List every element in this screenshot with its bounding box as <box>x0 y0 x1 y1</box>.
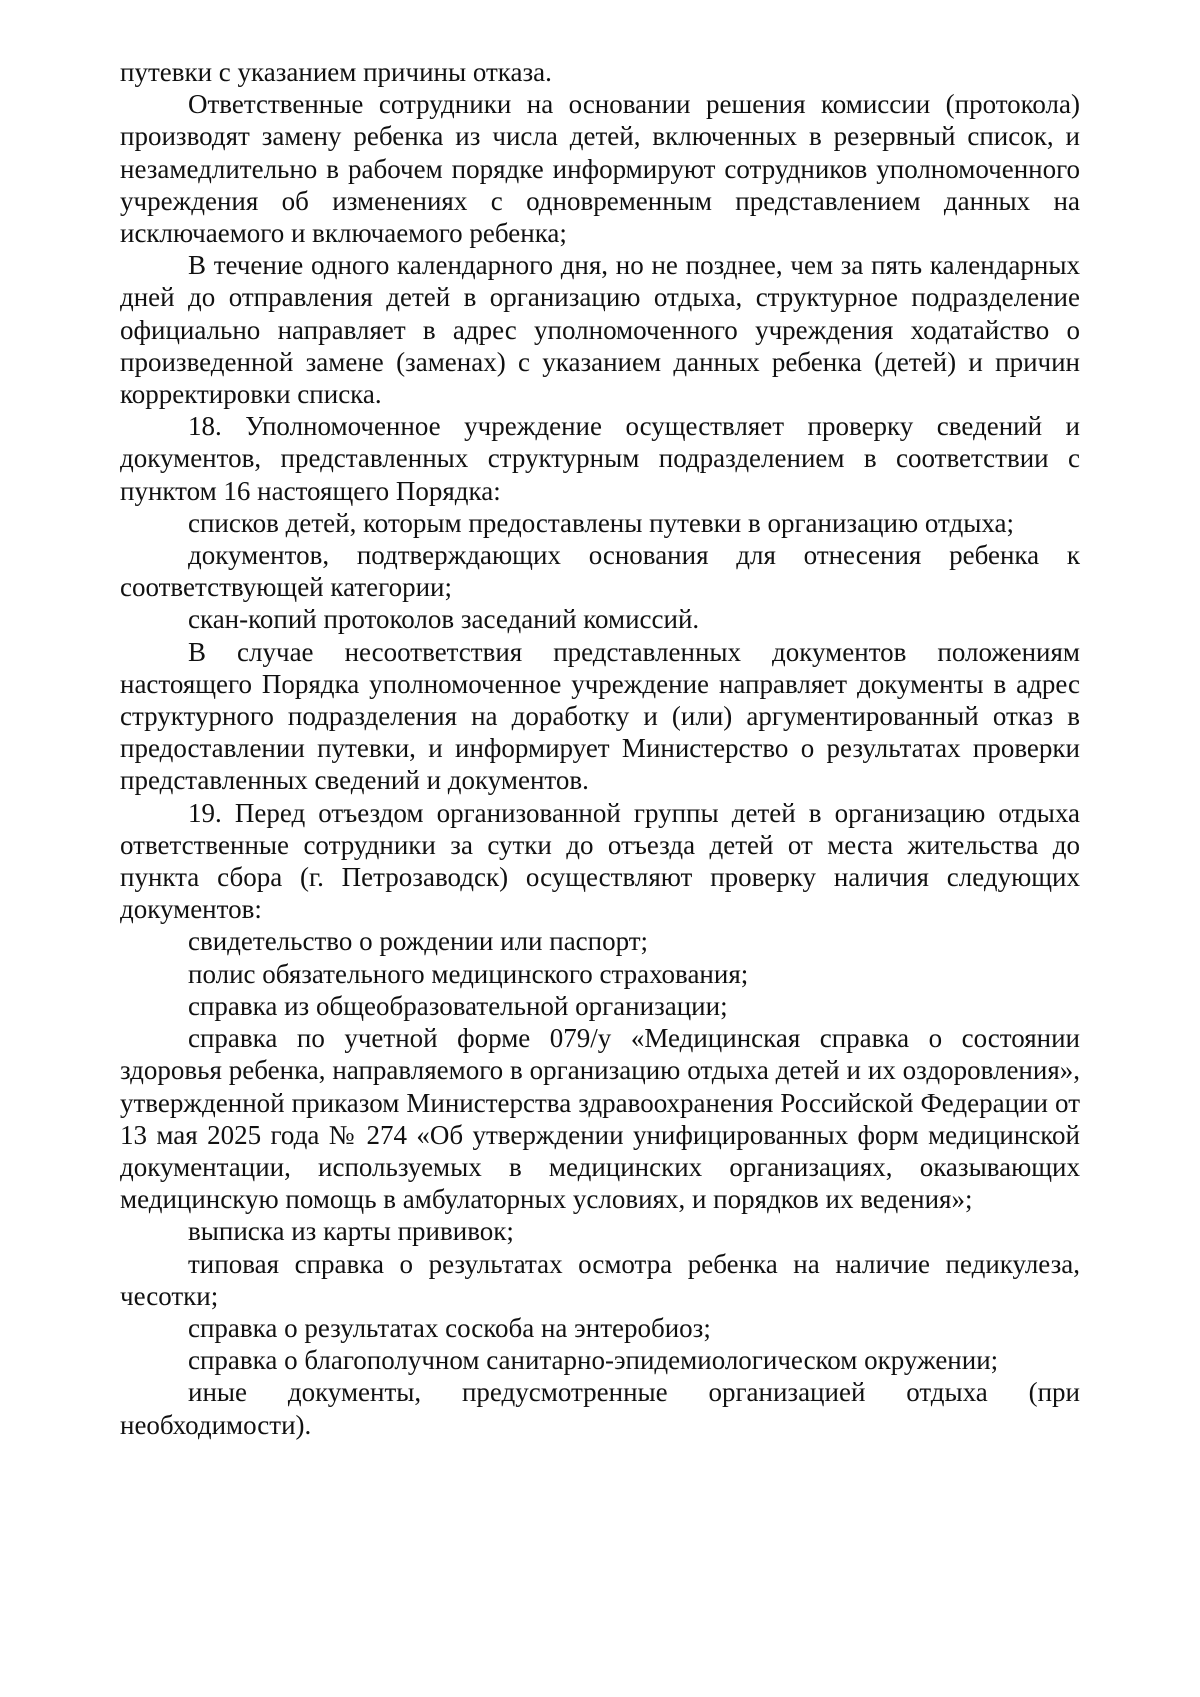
list-item-school-certificate: справка из общеобразовательной организации; <box>188 990 728 1021</box>
list-item-pediculosis-certificate: типовая справка о результатах осмотра ребенка на наличие педикулеза, чесотки; <box>120 1248 1080 1311</box>
list-item-protocol-scans: скан-копий протоколов заседаний комиссий. <box>188 604 700 635</box>
list-item-birth-certificate: свидетельство о рождении или паспорт; <box>188 926 649 957</box>
list-item-vaccination-extract: выписка из карты прививок; <box>188 1216 514 1247</box>
list-item-enterobiasis-certificate: справка о результатах соскоба на энтеробиоз; <box>188 1312 711 1343</box>
paragraph-continuation: путевки с указанием причины отказа. <box>120 57 552 87</box>
paragraph-replacement: Ответственные сотрудники на основании решения комиссии (протокола) производят замену ребенка из числа детей, включенных в резервный список, и незамедлительно в рабочем порядке информируют сотрудников уполномоченного учреждения об изменениях с одновременным представлением данных на исключаемого и включаемого ребенка; <box>120 89 1080 249</box>
list-item-medical-form-079: справка по учетной форме 079/у «Медицинская справка о состоянии здоровья ребенка, направляемого в организацию отдыха детей и их оздоровления», утвержденной приказом Министерства здравоохранения Российской Федерации от 13 мая 2025 года № 274 «Об утверждении унифицированных форм медицинской документации, используемых в медицинских организациях, оказывающих медицинскую помощь в амбулаторных условиях, и порядков их ведения»; <box>120 1023 1080 1215</box>
list-item-insurance-policy: полис обязательного медицинского страхования; <box>188 958 749 989</box>
list-item-children-lists: списков детей, которым предоставлены путевки в организацию отдыха; <box>188 507 1014 538</box>
list-item-category-documents: документов, подтверждающих основания для отнесения ребенка к соответствующей категории; <box>120 540 1080 603</box>
paragraph-item-18: 18. Уполномоченное учреждение осуществляет проверку сведений и документов, представленных структурным подразделением в соответствии с пунктом 16 настоящего Порядка: <box>120 411 1080 506</box>
paragraph-item-19: 19. Перед отъездом организованной группы детей в организацию отдыха ответственные сотрудники за сутки до отъезда детей от места жительства до пункта сбора (г. Петрозаводск) осуществляют проверку наличия следующих документов: <box>120 797 1080 925</box>
list-item-epidemiological-certificate: справка о благополучном санитарно-эпидемиологическом окружении; <box>188 1345 999 1376</box>
paragraph-nonconformity: В случае несоответствия представленных документов положениям настоящего Порядка уполномоченное учреждение направляет документы в адрес структурного подразделения на доработку и (или) аргументированный отказ в предоставлении путевки, и информирует Министерство о результатах проверки представленных сведений и документов. <box>120 636 1080 796</box>
paragraph-petition: В течение одного календарного дня, но не позднее, чем за пять календарных дней до отправления детей в организацию отдыха, структурное подразделение официально направляет в адрес уполномоченного учреждения ходатайство о произведенной замене (заменах) с указанием данных ребенка (детей) и причин корректировки списка. <box>120 250 1080 410</box>
list-item-other-documents: иные документы, предусмотренные организацией отдыха (при необходимости). <box>120 1377 1080 1440</box>
document-body <box>120 56 1080 1441</box>
